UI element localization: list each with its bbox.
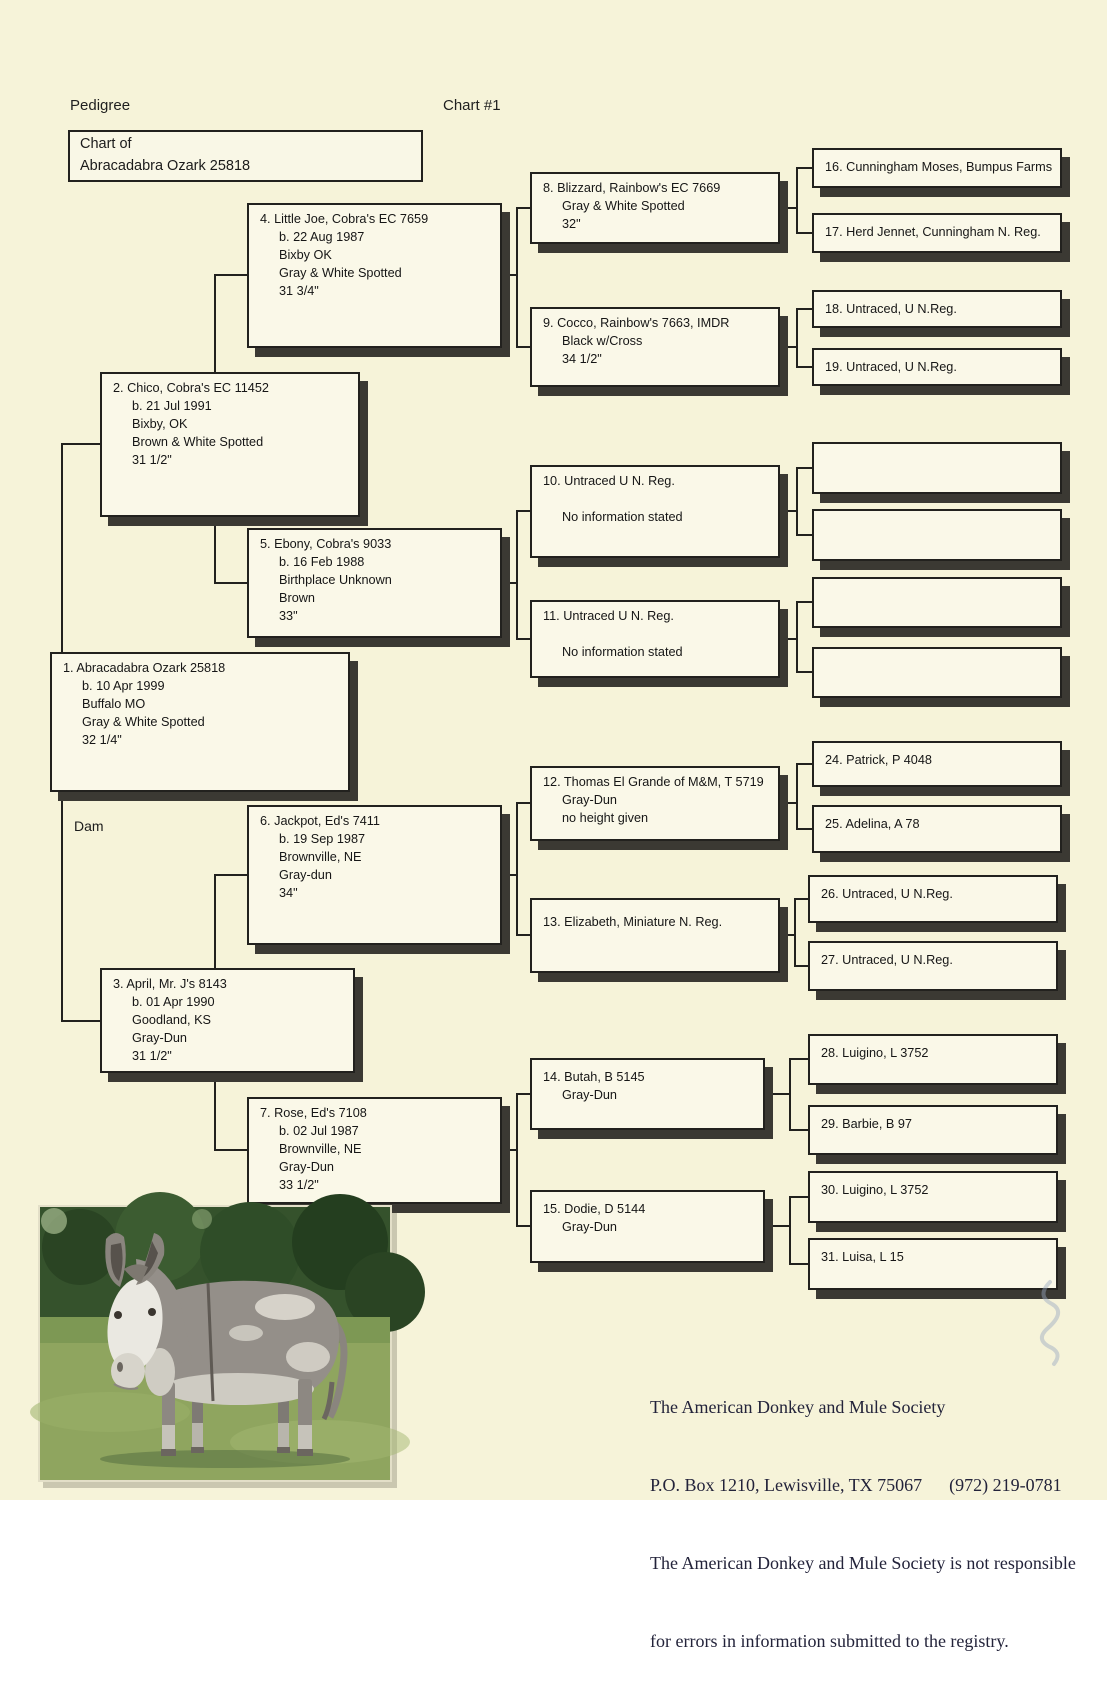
page-title: Pedigree (70, 97, 131, 114)
pedigree-box-line: 14. Butah, B 5145 (543, 1070, 645, 1084)
pedigree-box-7 (247, 1097, 502, 1204)
pedigree-box-line: no height given (562, 811, 649, 826)
pedigree-box-line: 3. April, Mr. J's 8143 (113, 977, 227, 991)
pedigree-box-23-blank (812, 647, 1062, 698)
pedigree-box-10 (530, 465, 780, 558)
pedigree-box-19 (812, 348, 1062, 386)
pedigree-box-line: Brown & White Spotted (132, 435, 264, 450)
pedigree-box-line: 33 1/2" (279, 1178, 319, 1193)
pedigree-box-4 (247, 203, 502, 348)
pedigree-box-line: 25. Adelina, A 78 (825, 817, 920, 831)
pedigree-box-line: 9. Cocco, Rainbow's 7663, IMDR (543, 316, 730, 330)
pedigree-box-line: 5. Ebony, Cobra's 9033 (260, 537, 392, 551)
pedigree-box-line: 32 1/4" (82, 733, 122, 748)
pedigree-box-line: 15. Dodie, D 5144 (543, 1202, 646, 1216)
pedigree-box-line: b. 02 Jul 1987 (279, 1124, 359, 1139)
pedigree-box-line: b. 21 Jul 1991 (132, 399, 212, 414)
pedigree-box-line: 10. Untraced U N. Reg. (543, 474, 675, 488)
pedigree-box-line: b. 22 Aug 1987 (279, 230, 365, 245)
pedigree-box-line: 28. Luigino, L 3752 (821, 1046, 929, 1060)
pedigree-box-29 (808, 1105, 1058, 1155)
pedigree-box-line: 18. Untraced, U N.Reg. (825, 302, 957, 316)
pedigree-box-line: b. 10 Apr 1999 (82, 679, 165, 694)
pedigree-box-line (538, 625, 772, 643)
pedigree-box-28 (808, 1034, 1058, 1085)
pedigree-box-line: 11. Untraced U N. Reg. (543, 609, 674, 623)
pedigree-box-line: Bixby, OK (132, 417, 188, 432)
pedigree-box-9 (530, 307, 780, 387)
pedigree-box-line: 16. Cunningham Moses, Bumpus Farms (825, 160, 1053, 174)
pedigree-box-line: 33" (279, 609, 298, 624)
pedigree-box-line: 34 1/2" (562, 352, 602, 367)
pedigree-box-line: 17. Herd Jennet, Cunningham N. Reg. (825, 225, 1041, 239)
pedigree-box-line: 12. Thomas El Grande of M&M, T 5719 (543, 775, 764, 789)
pedigree-box-line: 31 1/2" (132, 1049, 172, 1064)
pedigree-box-2-sire (100, 372, 360, 517)
pedigree-box-line: Brown (279, 591, 315, 606)
pedigree-box-11 (530, 600, 780, 678)
pedigree-box-5 (247, 528, 502, 638)
pedigree-box-20-blank (812, 442, 1062, 494)
pedigree-box-line: 30. Luigino, L 3752 (821, 1183, 929, 1197)
pedigree-box-24 (812, 741, 1062, 787)
pedigree-box-17 (812, 213, 1062, 253)
pedigree-box-line: 19. Untraced, U N.Reg. (825, 360, 957, 374)
pedigree-box-18 (812, 290, 1062, 328)
pedigree-box-line: Gray-Dun (562, 1088, 617, 1103)
pedigree-box-6 (247, 805, 502, 945)
pedigree-box-line: Gray-Dun (132, 1031, 187, 1046)
footer-disclaimer-line2: for errors in information submitted to the registry. (650, 1631, 1009, 1651)
pedigree-box-line (538, 490, 772, 508)
pedigree-box-line: Gray-Dun (279, 1160, 334, 1175)
footer-address: P.O. Box 1210, Lewisville, TX 75067 (972) 219-0781 (650, 1475, 1062, 1495)
pedigree-box-line: 29. Barbie, B 97 (821, 1117, 912, 1131)
pedigree-box-line: 31 1/2" (132, 453, 172, 468)
pedigree-box-line: 32" (562, 217, 581, 232)
pedigree-box-line: 8. Blizzard, Rainbow's EC 7669 (543, 181, 721, 195)
pedigree-box-line: 24. Patrick, P 4048 (825, 753, 932, 767)
pedigree-box-14 (530, 1058, 765, 1130)
pedigree-box-22-blank (812, 577, 1062, 628)
pedigree-box-line: 13. Elizabeth, Miniature N. Reg. (543, 915, 723, 929)
donkey-illustration (40, 1207, 390, 1480)
pedigree-box-line: Gray-Dun (562, 1220, 617, 1235)
pedigree-box-12 (530, 766, 780, 841)
pedigree-box-line: Gray & White Spotted (279, 266, 402, 281)
pedigree-box-line: 1. Abracadabra Ozark 25818 (63, 661, 226, 675)
pedigree-box-line: 6. Jackpot, Ed's 7411 (260, 814, 380, 828)
pedigree-box-16 (812, 148, 1062, 188)
pedigree-box-13 (530, 898, 780, 973)
pedigree-box-line: 34" (279, 886, 298, 901)
pedigree-box-line: b. 19 Sep 1987 (279, 832, 366, 847)
pedigree-box-25 (812, 805, 1062, 853)
pedigree-box-line: b. 16 Feb 1988 (279, 555, 365, 570)
pedigree-box-line: Brownville, NE (279, 850, 362, 865)
pedigree-box-line: 4. Little Joe, Cobra's EC 7659 (260, 212, 429, 226)
chart-number-label: Chart #1 (443, 97, 501, 114)
pedigree-box-line: Gray-Dun (562, 793, 617, 808)
pedigree-box-27 (808, 941, 1058, 991)
pedigree-box-line: 27. Untraced, U N.Reg. (821, 953, 953, 967)
pedigree-box-line: 2. Chico, Cobra's EC 11452 (113, 381, 269, 395)
pedigree-box-line: No information stated (562, 510, 683, 525)
donkey-photo (38, 1205, 392, 1482)
pedigree-box-line: 26. Untraced, U N.Reg. (821, 887, 953, 901)
pedigree-box-line: Goodland, KS (132, 1013, 211, 1028)
subject-name: Abracadabra Ozark 25818 (80, 157, 251, 174)
pedigree-box-31 (808, 1238, 1058, 1290)
footer-block (650, 1342, 1120, 1706)
chart-of-label: Chart of (80, 136, 132, 152)
footer-org-name: The American Donkey and Mule Society (650, 1397, 946, 1417)
dam-label: Dam (74, 818, 104, 834)
pedigree-box-line: 31 3/4" (279, 284, 319, 299)
pedigree-box-21-blank (812, 509, 1062, 561)
pedigree-box-line: Bixby OK (279, 248, 332, 263)
pedigree-box-line: Birthplace Unknown (279, 573, 392, 588)
pedigree-box-line: 31. Luisa, L 15 (821, 1250, 904, 1264)
pedigree-box-3-dam (100, 968, 355, 1073)
pedigree-box-line: Black w/Cross (562, 334, 643, 349)
pedigree-box-30 (808, 1171, 1058, 1223)
pedigree-box-26 (808, 875, 1058, 923)
pedigree-box-15 (530, 1190, 765, 1263)
pedigree-box-8 (530, 172, 780, 244)
pedigree-box-line: b. 01 Apr 1990 (132, 995, 215, 1010)
pedigree-box-line: Buffalo MO (82, 697, 146, 712)
pedigree-box-line: Gray & White Spotted (562, 199, 685, 214)
pedigree-box-line: Gray & White Spotted (82, 715, 205, 730)
pedigree-box-line: Brownville, NE (279, 1142, 362, 1157)
footer-disclaimer-line1: The American Donkey and Mule Society is not responsible (650, 1553, 1076, 1573)
pedigree-box-line: No information stated (562, 645, 683, 660)
pedigree-box-line: 7. Rose, Ed's 7108 (260, 1106, 367, 1120)
pedigree-box-line: Gray-dun (279, 868, 332, 883)
pedigree-box-1-subject (50, 652, 350, 792)
